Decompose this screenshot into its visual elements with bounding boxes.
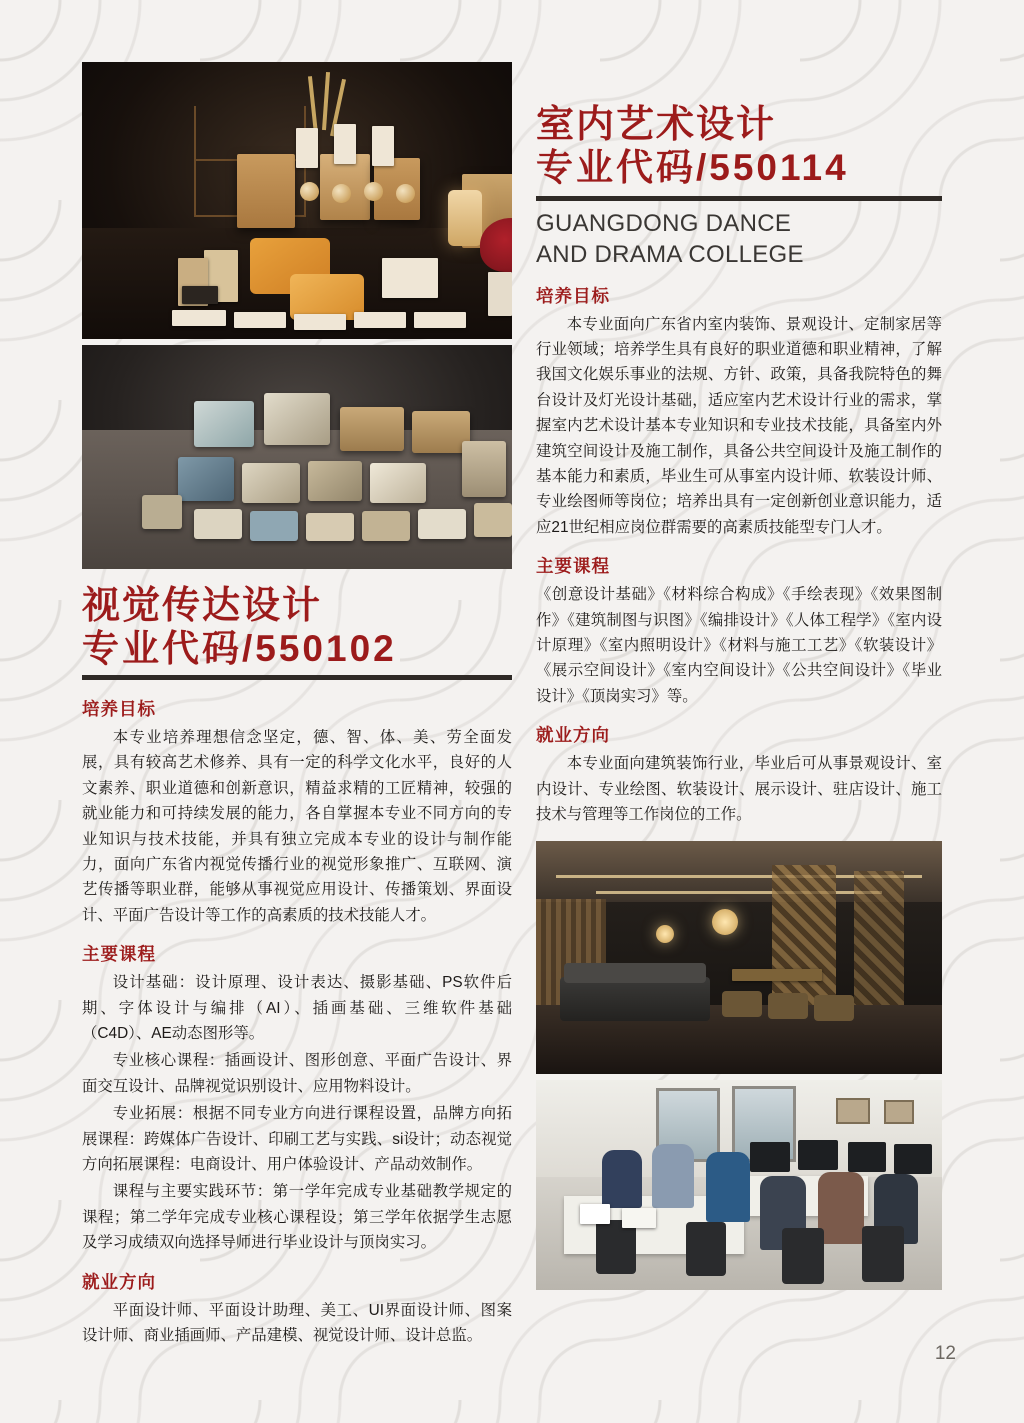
right-courses-paragraph: 《创意设计基础》《材料综合构成》《手绘表现》《效果图制作》《建筑制图与识图》《编排设计》《人体工程学》《室内设计原理》《室内照明设计》《材料与施工工艺》《软装设计》《展示空间设计》《室内空间设计》《公共空间设计》《毕业设计》《顶岗实习》等。 [536, 586, 942, 705]
left-column [82, 62, 512, 1351]
left-section-heading-courses: 主要课程 [82, 944, 156, 965]
left-courses-paragraph-2: 专业核心课程：插画设计、图形创意、平面广告设计、界面交互设计、品牌视觉识别设计、应用物料设计。 [82, 1052, 512, 1095]
left-program-title: 视觉传达设计 [82, 585, 323, 627]
photo-computer-lab [536, 1080, 942, 1290]
left-goal-paragraph: 本专业培养理想信念坚定，德、智、体、美、劳全面发展，具有较高艺术修养、具有一定的科学文化水平，良好的人文素养、职业道德和创新意识，精益求精的工匠精神，较强的就业能力和可持续发展的能力，各自掌握本专业不同方向的专业知识与技术技能，并具有独立完成本专业的设计与制作能力，面向广东省内视觉传播行业的视觉形象推广、互联网、演艺传播等职业群，能够从事视觉应用设计、传播策划、界面设计、平面广告设计等工作的高素质的技术技能人才。 [82, 728, 512, 924]
left-courses-paragraph-4: 课程与主要实践环节：第一学年完成专业基础教学规定的课程；第二学年完成专业核心课程设；第三学年依据学生志愿及学习成绩双向选择导师进行毕业设计与顶岗实习。 [82, 1183, 512, 1252]
photo-gift-set [82, 62, 512, 339]
left-section-heading-careers: 就业方向 [82, 1271, 156, 1292]
left-program-code: 专业代码/550102 [82, 627, 397, 669]
right-program-code: 专业代码/550114 [536, 146, 849, 188]
left-courses-paragraph-3: 专业拓展：根据不同专业方向进行课程设置，品牌方向拓展课程：跨媒体广告设计、印刷工艺与实践、si设计；动态视觉方向拓展课程：电商设计、用户体验设计、产品动效制作。 [82, 1105, 512, 1174]
right-section-heading-careers: 就业方向 [536, 725, 610, 746]
page-number: 12 [934, 1343, 956, 1364]
right-program-title: 室内艺术设计 [536, 104, 777, 146]
photo-textile-craft [82, 345, 512, 569]
right-goal-paragraph: 本专业面向广东省内室内装饰、景观设计、定制家居等行业领域；培养学生具有良好的职业道德和职业精神，了解我国文化娱乐事业的法规、方针、政策，具备我院特色的舞台设计及灯光设计基础，适应室内艺术设计行业的需求，掌握室内艺术设计基本专业知识和专业技术技能，具备室内外建筑空间设计及施工制作，具备公共空间设计及施工制作的基本能力和素质，毕业生可从事室内设计师、软装设计师、专业绘图师等岗位；培养出具有一定创新创业意识能力，适应21世纪相应岗位群需要的高素质技能型专门人才。 [536, 315, 942, 536]
left-section-heading-goal: 培养目标 [82, 698, 156, 719]
college-english-name-line1: GUANGDONG DANCE [536, 209, 792, 237]
right-careers-paragraph: 本专业面向建筑装饰行业，毕业后可从事景观设计、室内设计、专业绘图、软装设计、展示设计、驻店设计、施工技术与管理等工作岗位的工作。 [536, 755, 942, 824]
right-section-heading-goal: 培养目标 [536, 285, 610, 306]
photo-interior-lounge [536, 841, 942, 1074]
right-title-rule [536, 196, 942, 201]
title-rule [82, 675, 512, 680]
left-careers-paragraph: 平面设计师、平面设计助理、美工、UI界面设计师、图案设计师、商业插画师、产品建模、视觉设计师、设计总监。 [82, 1301, 512, 1345]
right-section-heading-courses: 主要课程 [536, 556, 610, 577]
college-english-name-line2: AND DRAMA COLLEGE [536, 241, 804, 269]
left-courses-paragraph-1: 设计基础：设计原理、设计表达、摄影基础、PS软件后期、字体设计与编排（AI）、插画基础、三维软件基础（C4D）、AE动态图形等。 [82, 974, 512, 1043]
right-column [536, 104, 942, 1290]
